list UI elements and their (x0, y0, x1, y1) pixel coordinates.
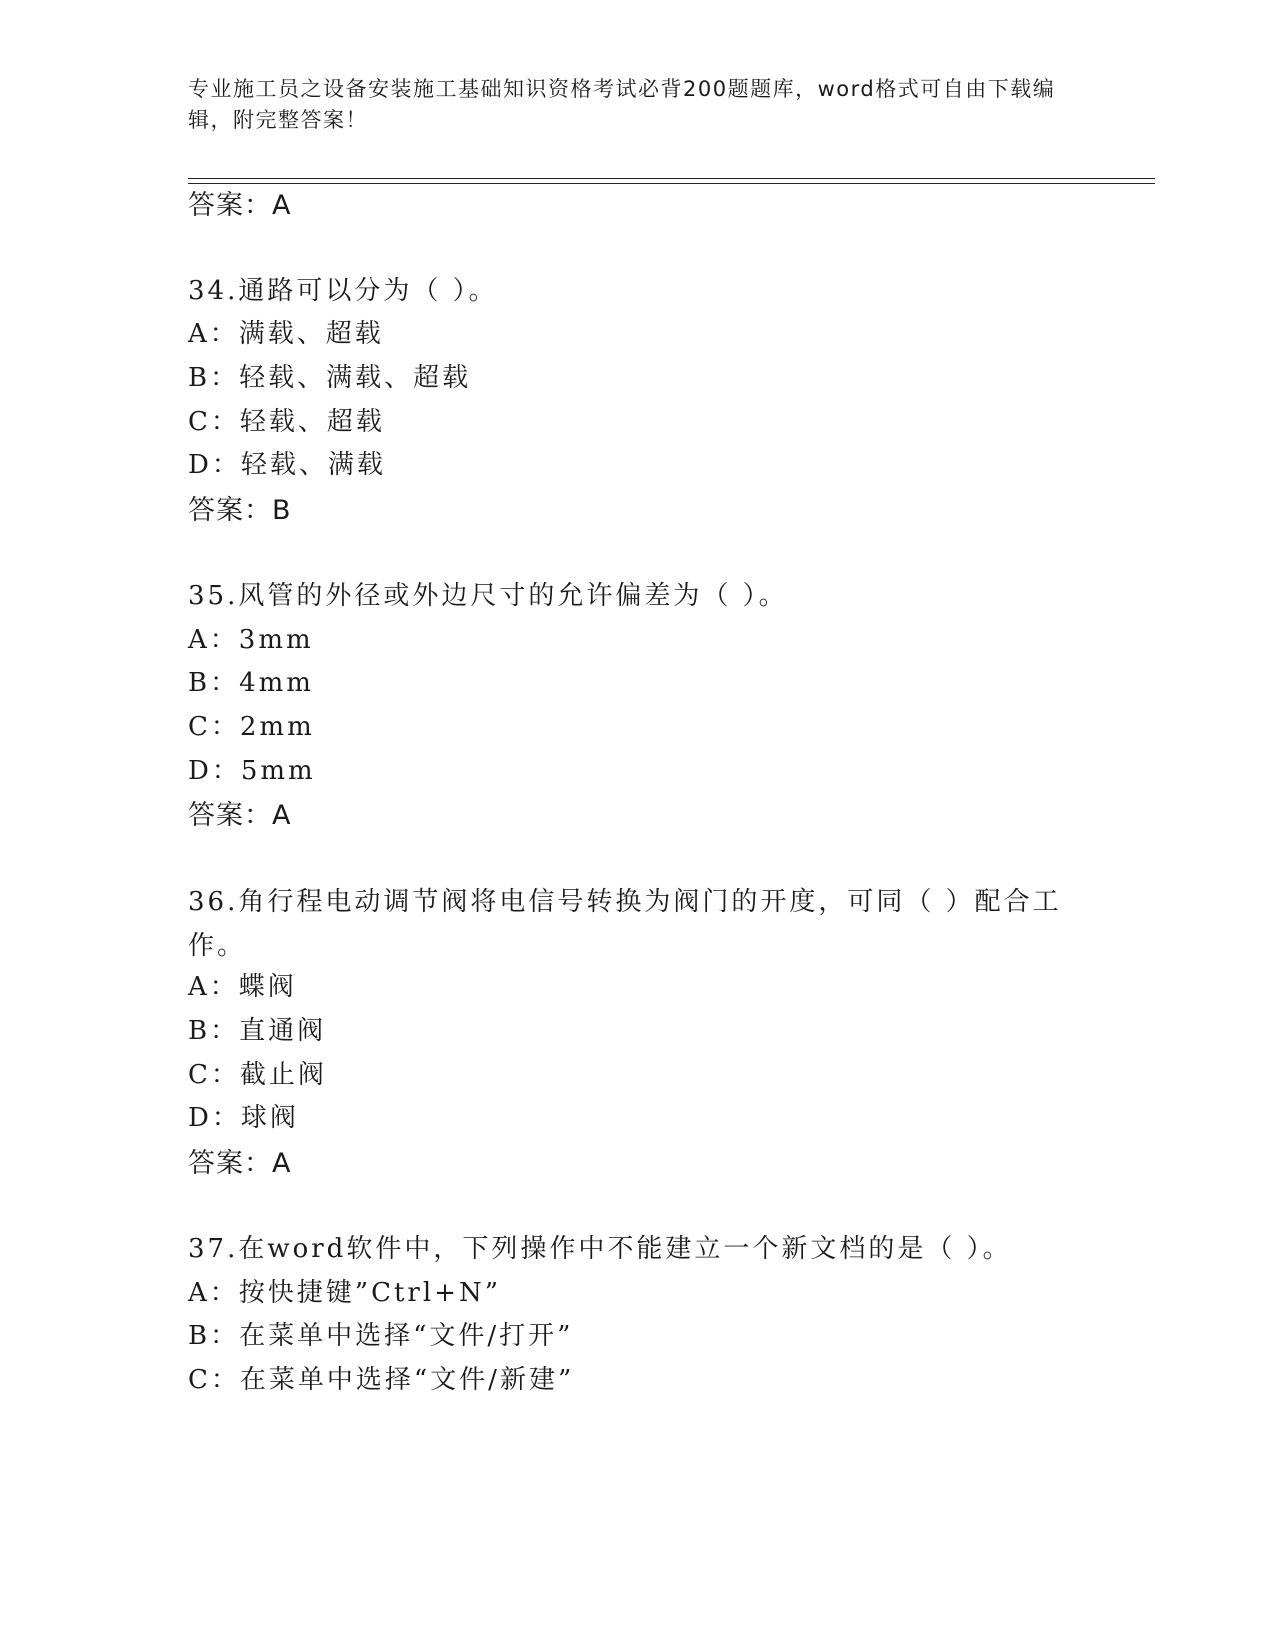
header-divider-bottom (188, 183, 1155, 184)
question-37-option-c: C：在菜单中选择“文件/新建” (188, 1365, 575, 1395)
question-35-option-d: D：5mm (188, 756, 316, 786)
question-35-stem: 35.风管的外径或外边尺寸的允许偏差为（ ）。 (188, 581, 788, 611)
question-34-stem: 34.通路可以分为（ ）。 (188, 276, 498, 306)
question-34-option-b: B：轻载、满载、超载 (188, 363, 472, 393)
question-35-answer: 答案：A (188, 800, 292, 831)
document-header: 专业施工员之设备安装施工基础知识资格考试必背200题题库，word格式可自由下载编辑，附完整答案！ (188, 77, 1056, 132)
question-34-answer: 答案：B (188, 495, 292, 526)
question-37-stem: 37.在word软件中，下列操作中不能建立一个新文档的是（ ）。 (188, 1234, 1012, 1264)
answer-prev: 答案：A (188, 190, 292, 221)
question-37-option-a: A：按快捷键”Ctrl+N” (188, 1278, 501, 1308)
question-36-option-d: D：球阀 (188, 1103, 299, 1133)
question-35-option-b: B：4mm (188, 668, 314, 698)
question-36-option-a: A：蝶阀 (188, 972, 297, 1002)
question-36-option-c: C：截止阀 (188, 1060, 327, 1090)
question-34-option-a: A：满载、超载 (188, 319, 384, 349)
question-37-option-b: B：在菜单中选择“文件/打开” (188, 1321, 574, 1351)
question-36-answer: 答案：A (188, 1148, 292, 1179)
header-divider-top (188, 178, 1155, 179)
question-36-stem: 36.角行程电动调节阀将电信号转换为阀门的开度，可同（ ）配合工作。 (188, 887, 1062, 961)
question-34-option-c: C：轻载、超载 (188, 407, 385, 437)
question-34-option-d: D：轻载、满载 (188, 450, 386, 480)
question-35-option-c: C：2mm (188, 712, 315, 742)
question-36-option-b: B：直通阀 (188, 1016, 327, 1046)
question-35-option-a: A：3mm (188, 625, 314, 655)
